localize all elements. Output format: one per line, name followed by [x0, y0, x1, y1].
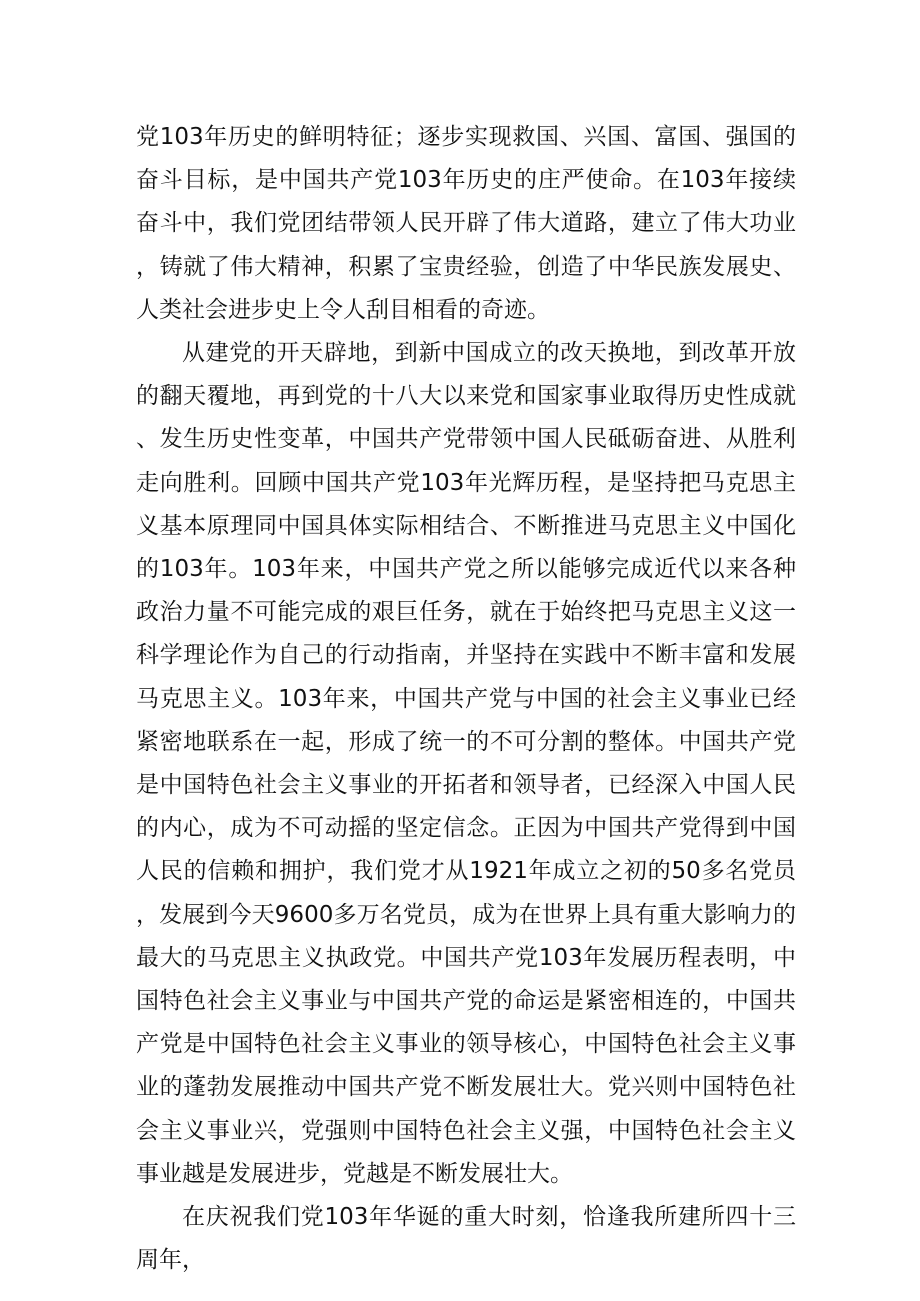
paragraph-continued: 党103年历史的鲜明特征；逐步实现救国、兴国、富国、强国的奋斗目标，是中国共产党103年历史的庄严使命。在103年接续奋斗中，我们党团结带领人民开辟了伟大道路，建立了伟大功业，铸就了伟大精神，积累了宝贵经验，创造了中华民族发展史、人类社会进步史上令人刮目相看的奇迹。 [136, 124, 796, 323]
document-body [136, 116, 796, 1282]
paragraph-anniversary: 在庆祝我们党103年华诞的重大时刻，恰逢我所建所四十三周年， [136, 1204, 796, 1274]
paragraph-party-history: 从建党的开天辟地，到新中国成立的改天换地，到改革开放的翻天覆地，再到党的十八大以来党和国家事业取得历史性成就、发生历史性变革，中国共产党带领中国人民砥砺奋进、从胜利走向胜利。回顾中国共产党103年光辉历程，是坚持把马克思主义基本原理同中国具体实际相结合、不断推进马克思主义中国化的103年。103年来，中国共产党之所以能够完成近代以来各种政治力量不可能完成的艰巨任务，就在于始终把马克思主义这一科学理论作为自己的行动指南，并坚持在实践中不断丰富和发展马克思主义。103年来，中国共产党与中国的社会主义事业已经紧密地联系在一起，形成了统一的不可分割的整体。中国共产党是中国特色社会主义事业的开拓者和领导者，已经深入中国人民的内心，成为不可动摇的坚定信念。正因为中国共产党得到中国人民的信赖和拥护，我们党才从1921年成立之初的50多名党员，发展到今天9600多万名党员，成为在世界上具有重大影响力的最大的马克思主义执政党。中国共产党103年发展历程表明，中国特色社会主义事业与中国共产党的命运是紧密相连的，中国共产党是中国特色社会主义事业的领导核心，中国特色社会主义事业的蓬勃发展推动中国共产党不断发展壮大。党兴则中国特色社会主义事业兴，党强则中国特色社会主义强，中国特色社会主义事业越是发展进步，党越是不断发展壮大。 [136, 340, 796, 1187]
